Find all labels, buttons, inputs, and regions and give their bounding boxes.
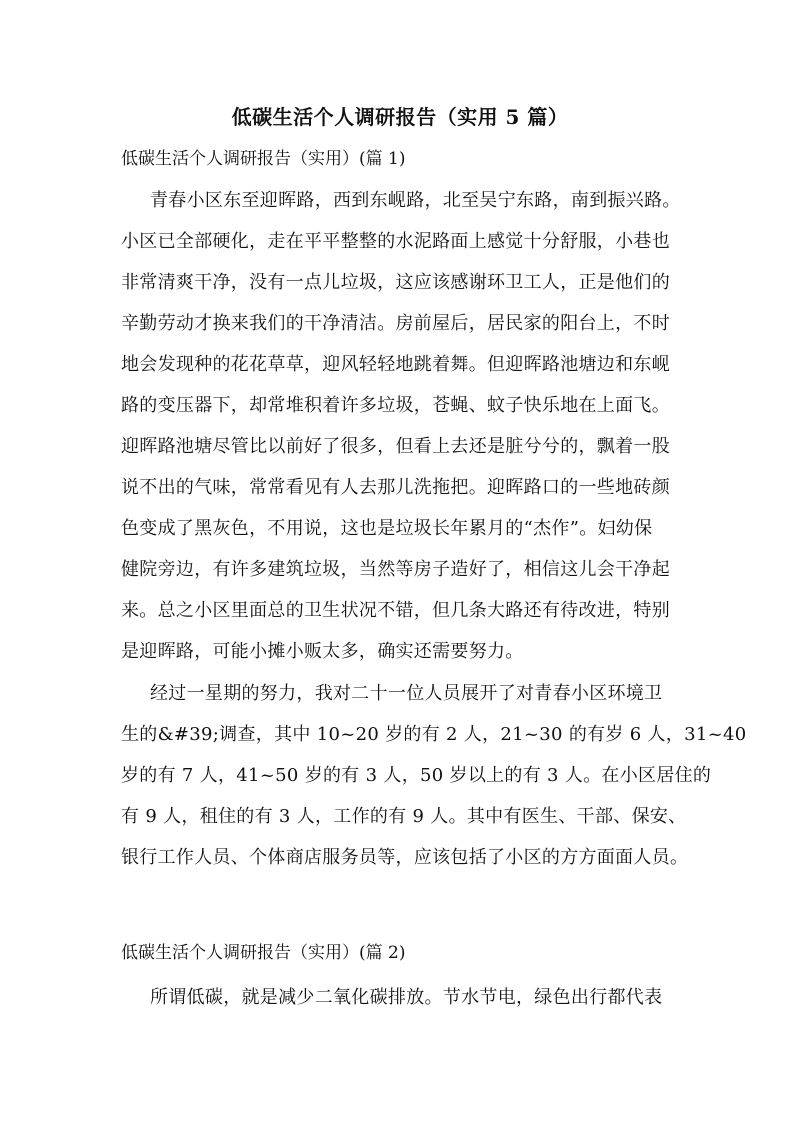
paragraph-line: 色变成了黑灰色，不用说，这也是垃圾长年累月的“杰作”。妇幼保 bbox=[121, 518, 653, 539]
paragraph-line: 说不出的气味，常常看见有人去那儿洗拖把。迎晖路口的一些地砖颜 bbox=[121, 477, 670, 498]
paragraph-line: 健院旁边，有许多建筑垃圾，当然等房子造好了，相信这儿会干净起 bbox=[121, 559, 670, 580]
paragraph-line: 地会发现种的花花草草，迎风轻轻地跳着舞。但迎晖路池塘边和东岘 bbox=[121, 354, 670, 375]
document-title: 低碳生活个人调研报告（实用 5 篇） bbox=[231, 105, 569, 129]
paragraph-line: 辛勤劳动才换来我们的干净清洁。房前屋后，居民家的阳台上，不时 bbox=[121, 313, 670, 334]
section-1-heading: 低碳生活个人调研报告（实用）(篇 1) bbox=[121, 149, 406, 169]
section-2-heading: 低碳生活个人调研报告（实用）(篇 2) bbox=[121, 943, 406, 963]
paragraph-line: 路的变压器下，却常堆积着许多垃圾，苍蝇、蚊子快乐地在上面飞。 bbox=[121, 395, 670, 416]
paragraph-line: 所谓低碳，就是减少二氧化碳排放。节水节电，绿色出行都代表 bbox=[150, 987, 663, 1008]
paragraph-line: 银行工作人员、个体商店服务员等，应该包括了小区的方方面面人员。 bbox=[121, 847, 689, 868]
paragraph-line: 是迎晖路，可能小摊小贩太多，确实还需要努力。 bbox=[121, 641, 524, 662]
paragraph-line: 青春小区东至迎晖路，西到东岘路，北至吴宁东路，南到振兴路。 bbox=[150, 190, 681, 211]
paragraph-line: 经过一星期的努力，我对二十一位人员展开了对青春小区环境卫 bbox=[150, 683, 663, 704]
paragraph-line: 小区已全部硬化，走在平平整整的水泥路面上感觉十分舒服，小巷也 bbox=[121, 231, 670, 252]
paragraph-line: 来。总之小区里面总的卫生状况不错，但几条大路还有待改进，特别 bbox=[121, 600, 670, 621]
paragraph-line: 迎晖路池塘尽管比以前好了很多，但看上去还是脏兮兮的，飘着一股 bbox=[121, 436, 670, 457]
paragraph-line: 生的&#39;调查，其中 10~20 岁的有 2 人，21~30 的有岁 6 人，31~40 bbox=[121, 724, 747, 745]
paragraph-line: 岁的有 7 人，41~50 岁的有 3 人，50 岁以上的有 3 人。在小区居住的 bbox=[121, 765, 712, 786]
paragraph-line: 有 9 人，租住的有 3 人，工作的有 9 人。其中有医生、干部、保安、 bbox=[121, 806, 687, 827]
paragraph-line: 非常清爽干净，没有一点儿垃圾，这应该感谢环卫工人，正是他们的 bbox=[121, 272, 670, 293]
